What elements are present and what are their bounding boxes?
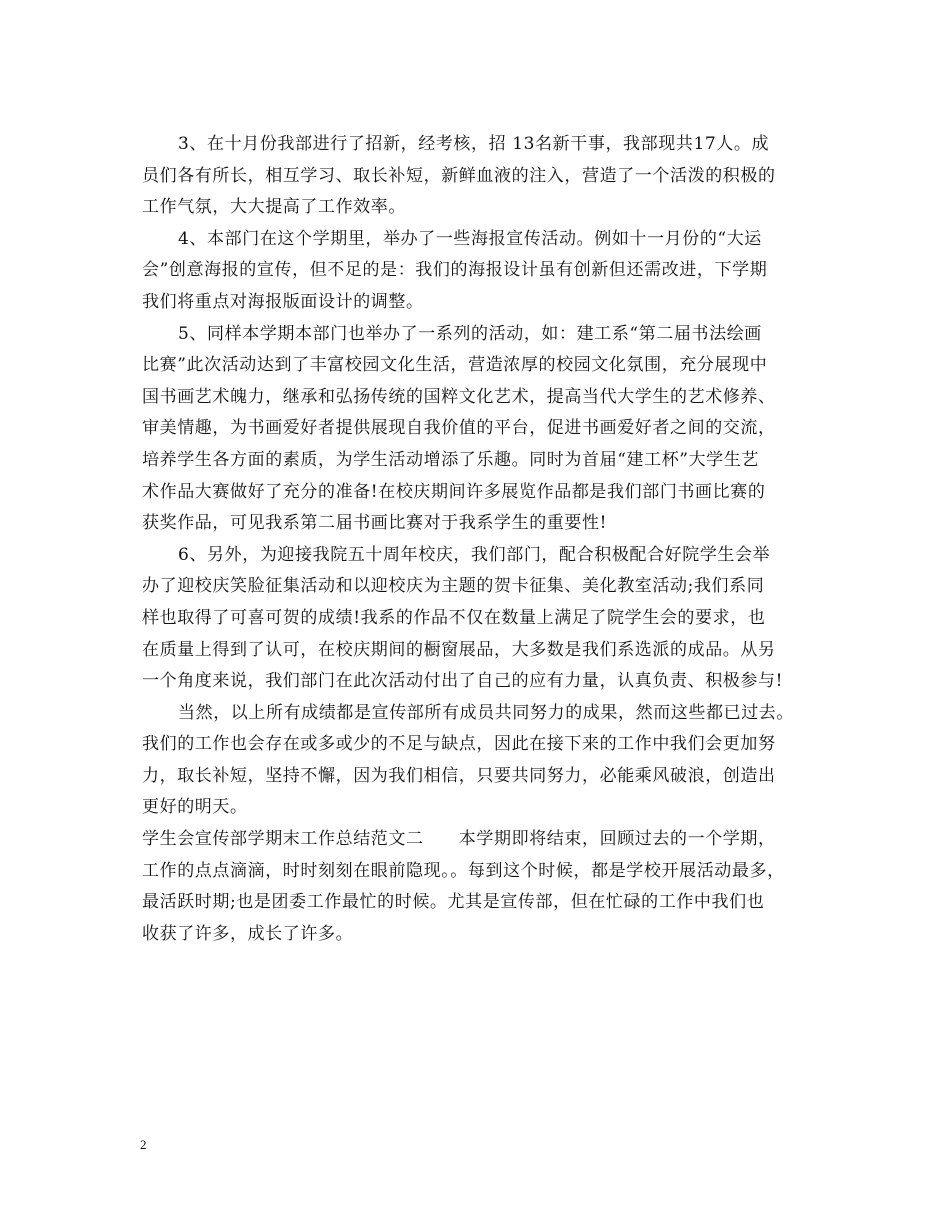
paragraph-3-line-2: 员们各有所长，相互学习、取长补短，新鲜血液的注入，营造了一个活泼的积极的 (142, 165, 776, 186)
paragraph-4-line-1: 4、本部门在这个学期里，举办了一些海报宣传活动。例如十一月份的“大运 (178, 228, 762, 249)
paragraph-5-line-2: 比赛”此次活动达到了丰富校园文化生活，营造浓厚的校园文化氛围，充分展现中 (142, 355, 768, 376)
conclusion-line-1: 当然，以上所有成绩都是宣传部所有成员共同努力的成果，然而这些都已过去。 (178, 702, 794, 723)
conclusion-line-2: 我们的工作也会存在或多或少的不足与缺点，因此在接下来的工作中我们会更加努 (142, 734, 776, 755)
paragraph-5-line-5: 培养学生各方面的素质，为学生活动增添了乐趣。同时为首届“建工杯”大学生艺 (142, 449, 759, 470)
paragraph-6-line-3: 样也取得了可喜可贺的成绩!我系的作品不仅在数量上满足了院学生会的要求，也 (142, 607, 766, 628)
paragraph-6-line-4: 在质量上得到了认可，在校庆期间的橱窗展品，大多数是我们系选派的成品。从另 (142, 639, 776, 660)
paragraph-5-line-7: 获奖作品，可见我系第二届书画比赛对于我系学生的重要性! (142, 513, 608, 534)
paragraph-5-line-4: 审美情趣，为书画爱好者提供展现自我价值的平台，促进书画爱好者之间的交流， (142, 418, 776, 439)
page-number: 2 (140, 1137, 147, 1152)
paragraph-5-line-3: 国书画艺术魄力，继承和弘扬传统的国粹文化艺术，提高当代大学生的艺术修养、 (142, 386, 776, 407)
sample-two-line-3: 最活跃时期;也是团委工作最忙的时候。尤其是宣传部，但在忙碌的工作中我们也 (142, 892, 765, 913)
paragraph-4-line-3: 我们将重点对海报版面设计的调整。 (142, 291, 424, 312)
paragraph-3-line-3: 工作气氛，大大提高了工作效率。 (142, 197, 406, 218)
paragraph-6-line-2: 办了迎校庆笑脸征集活动和以迎校庆为主题的贺卡征集、美化教室活动;我们系同 (142, 576, 765, 597)
paragraph-6-line-5: 一个角度来说，我们部门在此次活动付出了自己的应有力量，认真负责、积极参与! (142, 671, 784, 692)
body-text (142, 129, 822, 950)
sample-two-line-4: 收获了许多，成长了许多。 (142, 923, 354, 944)
paragraph-6-line-1: 6、另外，为迎接我院五十周年校庆，我们部门，配合积极配合好院学生会举 (178, 544, 771, 565)
paragraph-5-line-6: 术作品大赛做好了充分的准备!在校庆期间许多展览作品都是我们部门书画比赛的 (142, 481, 766, 502)
conclusion-line-3: 力，取长补短，坚持不懈，因为我们相信，只要共同努力，必能乘风破浪，创造出 (142, 765, 776, 786)
paragraph-3-line-1: 3、在十月份我部进行了招新，经考核，招 13名新干事，我部现共17人。成 (178, 134, 770, 154)
sample-two-line-1: 学生会宣传部学期末工作总结范文二 本学期即将结束，回顾过去的一个学期， (142, 829, 776, 850)
paragraph-5-line-1: 5、同样本学期本部门也举办了一系列的活动，如：建工系“第二届书法绘画 (178, 323, 762, 344)
conclusion-line-4: 更好的明天。 (142, 797, 248, 818)
paragraph-4-line-2: 会”创意海报的宣传，但不足的是：我们的海报设计虽有创新但还需改进，下学期 (142, 260, 768, 281)
sample-two-line-2: 工作的点点滴滴，时时刻刻在眼前隐现。。每到这个时候，都是学校开展活动最多， (142, 860, 785, 881)
